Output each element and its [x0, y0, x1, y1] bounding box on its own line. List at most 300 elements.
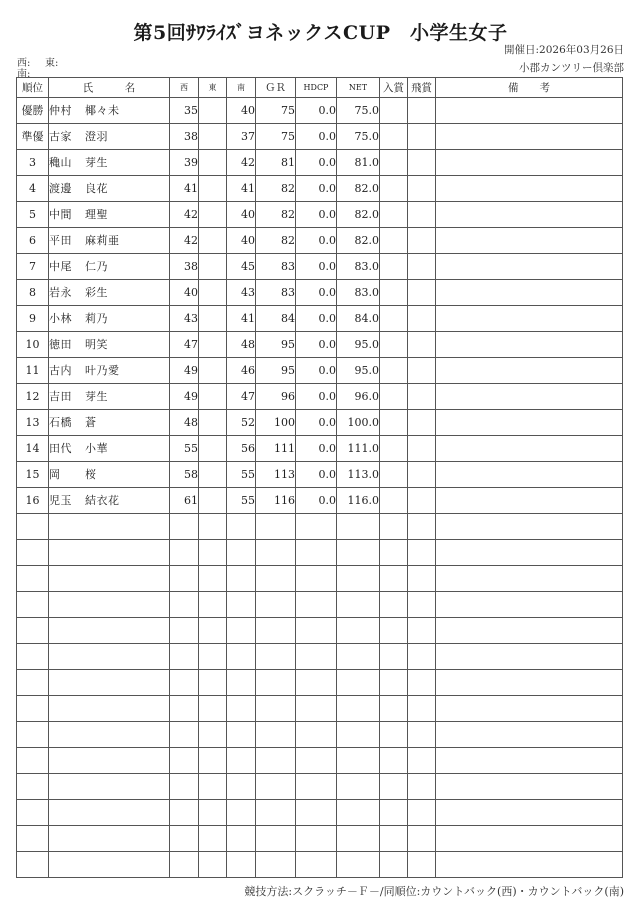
- prize-cell: [380, 280, 408, 306]
- south-score-cell: 45: [227, 254, 256, 280]
- south-score-cell: 55: [227, 462, 256, 488]
- gross-score-cell: [256, 852, 296, 878]
- table-row: [17, 124, 623, 150]
- table-row: [17, 696, 623, 722]
- gross-score-cell: 81: [256, 150, 296, 176]
- rank-cell: 5: [17, 202, 49, 228]
- east-score-cell: [199, 384, 227, 410]
- net-score-cell: [337, 566, 380, 592]
- hdcp-cell: [296, 644, 337, 670]
- prize-cell: [380, 436, 408, 462]
- hdcp-cell: 0.0: [296, 280, 337, 306]
- west-score-cell: [170, 592, 199, 618]
- hdcp-cell: 0.0: [296, 254, 337, 280]
- rank-cell: 15: [17, 462, 49, 488]
- net-score-cell: [337, 540, 380, 566]
- given-name: 良花: [85, 181, 108, 195]
- prize-cell: [380, 852, 408, 878]
- gross-score-cell: 75: [256, 124, 296, 150]
- east-score-cell: [199, 800, 227, 826]
- player-name-cell: [49, 852, 170, 878]
- prize-cell: [380, 124, 408, 150]
- gross-score-cell: 100: [256, 410, 296, 436]
- longest-drive-prize-cell: [408, 254, 436, 280]
- hdcp-cell: 0.0: [296, 124, 337, 150]
- west-score-cell: [170, 852, 199, 878]
- hdcp-cell: [296, 540, 337, 566]
- remarks-cell: [436, 722, 623, 748]
- south-score-cell: 52: [227, 410, 256, 436]
- longest-drive-prize-cell: [408, 150, 436, 176]
- remarks-cell: [436, 514, 623, 540]
- west-score-cell: 39: [170, 150, 199, 176]
- prize-cell: [380, 592, 408, 618]
- hdcp-cell: 0.0: [296, 436, 337, 462]
- east-score-cell: [199, 436, 227, 462]
- rank-cell: [17, 774, 49, 800]
- south-score-cell: [227, 774, 256, 800]
- player-name-cell: [49, 150, 170, 176]
- longest-drive-prize-cell: [408, 410, 436, 436]
- col-header-rank: 順位: [17, 78, 49, 98]
- prize-cell: [380, 670, 408, 696]
- family-name: 中尾: [49, 259, 72, 273]
- player-name-cell: [49, 306, 170, 332]
- competition-method-note: 競技方法:スクラッチ－Ｆ－/同順位:カウントバック(西)・カウントバック(南): [244, 885, 624, 898]
- net-score-cell: [337, 774, 380, 800]
- rank-cell: [17, 566, 49, 592]
- south-score-cell: 42: [227, 150, 256, 176]
- remarks-cell: [436, 358, 623, 384]
- remarks-cell: [436, 332, 623, 358]
- given-name: 理聖: [85, 207, 108, 221]
- east-score-cell: [199, 98, 227, 124]
- west-score-cell: [170, 644, 199, 670]
- prize-cell: [380, 462, 408, 488]
- east-score-cell: [199, 826, 227, 852]
- south-score-cell: 40: [227, 202, 256, 228]
- south-score-cell: 56: [227, 436, 256, 462]
- south-score-cell: [227, 566, 256, 592]
- prize-cell: [380, 800, 408, 826]
- net-score-cell: [337, 722, 380, 748]
- player-name-cell: [49, 800, 170, 826]
- remarks-cell: [436, 826, 623, 852]
- rank-cell: [17, 826, 49, 852]
- table-row: [17, 800, 623, 826]
- prize-cell: [380, 228, 408, 254]
- longest-drive-prize-cell: [408, 202, 436, 228]
- gross-score-cell: 113: [256, 462, 296, 488]
- table-row: [17, 722, 623, 748]
- gross-score-cell: 116: [256, 488, 296, 514]
- remarks-cell: [436, 644, 623, 670]
- south-score-cell: 40: [227, 98, 256, 124]
- remarks-cell: [436, 618, 623, 644]
- west-score-cell: 48: [170, 410, 199, 436]
- longest-drive-prize-cell: [408, 722, 436, 748]
- gross-score-cell: [256, 696, 296, 722]
- family-name: 田代: [49, 441, 72, 455]
- east-course-label: 東:: [45, 58, 59, 69]
- prize-cell: [380, 566, 408, 592]
- family-name: 渡邊: [49, 181, 72, 195]
- gross-score-cell: 82: [256, 202, 296, 228]
- south-score-cell: 40: [227, 228, 256, 254]
- col-header-gross: ＧＲ: [256, 78, 296, 98]
- table-row: [17, 98, 623, 124]
- east-score-cell: [199, 306, 227, 332]
- west-score-cell: 43: [170, 306, 199, 332]
- player-name-cell: [49, 644, 170, 670]
- east-score-cell: [199, 254, 227, 280]
- west-score-cell: 55: [170, 436, 199, 462]
- remarks-cell: [436, 696, 623, 722]
- longest-drive-prize-cell: [408, 228, 436, 254]
- family-name: 徳田: [49, 337, 72, 351]
- east-score-cell: [199, 670, 227, 696]
- rank-cell: 10: [17, 332, 49, 358]
- player-name-cell: [49, 670, 170, 696]
- hdcp-cell: 0.0: [296, 228, 337, 254]
- table-row: [17, 384, 623, 410]
- west-score-cell: 41: [170, 176, 199, 202]
- remarks-cell: [436, 280, 623, 306]
- table-row: [17, 540, 623, 566]
- results-table: [16, 77, 623, 878]
- rank-cell: 11: [17, 358, 49, 384]
- west-score-cell: [170, 826, 199, 852]
- table-row: [17, 462, 623, 488]
- west-score-cell: 40: [170, 280, 199, 306]
- south-score-cell: [227, 852, 256, 878]
- longest-drive-prize-cell: [408, 384, 436, 410]
- event-date: 開催日:2026年03月26日: [504, 44, 624, 56]
- gross-score-cell: 111: [256, 436, 296, 462]
- hdcp-cell: 0.0: [296, 410, 337, 436]
- given-name: 芽生: [85, 155, 108, 169]
- rank-cell: 9: [17, 306, 49, 332]
- family-name: 中間: [49, 207, 72, 221]
- table-row: [17, 852, 623, 878]
- gross-score-cell: 83: [256, 280, 296, 306]
- south-score-cell: [227, 696, 256, 722]
- results-body: [17, 98, 623, 878]
- rank-cell: [17, 540, 49, 566]
- gross-score-cell: [256, 670, 296, 696]
- family-name: 平田: [49, 233, 72, 247]
- hdcp-cell: 0.0: [296, 176, 337, 202]
- gross-score-cell: [256, 592, 296, 618]
- west-score-cell: [170, 514, 199, 540]
- hdcp-cell: 0.0: [296, 358, 337, 384]
- prize-cell: [380, 358, 408, 384]
- net-score-cell: 75.0: [337, 98, 380, 124]
- prize-cell: [380, 696, 408, 722]
- table-row: [17, 566, 623, 592]
- prize-cell: [380, 722, 408, 748]
- net-score-cell: [337, 670, 380, 696]
- gross-score-cell: [256, 644, 296, 670]
- longest-drive-prize-cell: [408, 124, 436, 150]
- east-score-cell: [199, 696, 227, 722]
- west-score-cell: 49: [170, 358, 199, 384]
- hdcp-cell: 0.0: [296, 98, 337, 124]
- hdcp-cell: [296, 800, 337, 826]
- west-course-label: 西:: [17, 58, 31, 69]
- west-score-cell: [170, 566, 199, 592]
- rank-cell: [17, 696, 49, 722]
- east-score-cell: [199, 488, 227, 514]
- remarks-cell: [436, 670, 623, 696]
- page-title: 第5回ｻﾜﾗｲｽﾞヨネックスCUP 小学生女子: [133, 22, 508, 44]
- given-name: 彩生: [85, 285, 108, 299]
- west-score-cell: [170, 774, 199, 800]
- given-name: 澄羽: [85, 129, 108, 143]
- table-row: [17, 644, 623, 670]
- rank-cell: 3: [17, 150, 49, 176]
- player-name-cell: [49, 696, 170, 722]
- hdcp-cell: 0.0: [296, 332, 337, 358]
- south-score-cell: [227, 592, 256, 618]
- remarks-cell: [436, 592, 623, 618]
- east-score-cell: [199, 748, 227, 774]
- prize-cell: [380, 514, 408, 540]
- hdcp-cell: [296, 670, 337, 696]
- prize-cell: [380, 410, 408, 436]
- family-name: 岡: [49, 467, 61, 481]
- remarks-cell: [436, 150, 623, 176]
- given-name: 莉乃: [85, 311, 108, 325]
- west-score-cell: 42: [170, 202, 199, 228]
- prize-cell: [380, 644, 408, 670]
- east-score-cell: [199, 176, 227, 202]
- remarks-cell: [436, 384, 623, 410]
- net-score-cell: [337, 800, 380, 826]
- hdcp-cell: [296, 748, 337, 774]
- hdcp-cell: 0.0: [296, 150, 337, 176]
- prize-cell: [380, 98, 408, 124]
- gross-score-cell: [256, 748, 296, 774]
- south-score-cell: [227, 748, 256, 774]
- east-score-cell: [199, 202, 227, 228]
- net-score-cell: 111.0: [337, 436, 380, 462]
- player-name-cell: [49, 774, 170, 800]
- net-score-cell: 84.0: [337, 306, 380, 332]
- table-row: [17, 592, 623, 618]
- col-header-prize: 入賞: [380, 78, 408, 98]
- west-score-cell: 35: [170, 98, 199, 124]
- east-score-cell: [199, 228, 227, 254]
- east-score-cell: [199, 644, 227, 670]
- west-score-cell: [170, 748, 199, 774]
- hdcp-cell: [296, 852, 337, 878]
- col-header-south: 南: [227, 78, 256, 98]
- longest-drive-prize-cell: [408, 358, 436, 384]
- remarks-cell: [436, 566, 623, 592]
- gross-score-cell: 95: [256, 332, 296, 358]
- table-row: [17, 306, 623, 332]
- longest-drive-prize-cell: [408, 826, 436, 852]
- hdcp-cell: [296, 696, 337, 722]
- gross-score-cell: [256, 540, 296, 566]
- remarks-cell: [436, 748, 623, 774]
- longest-drive-prize-cell: [408, 540, 436, 566]
- south-score-cell: [227, 800, 256, 826]
- east-score-cell: [199, 280, 227, 306]
- gross-score-cell: [256, 722, 296, 748]
- hdcp-cell: [296, 592, 337, 618]
- col-header-hdcp: HDCP: [296, 78, 337, 98]
- rank-cell: [17, 748, 49, 774]
- west-score-cell: 38: [170, 254, 199, 280]
- rank-cell: [17, 514, 49, 540]
- prize-cell: [380, 254, 408, 280]
- given-name: 麻莉亜: [85, 233, 120, 247]
- player-name-cell: [49, 514, 170, 540]
- col-header-longest-drive-prize: 飛賞: [408, 78, 436, 98]
- remarks-cell: [436, 410, 623, 436]
- player-name-cell: [49, 592, 170, 618]
- table-row: [17, 774, 623, 800]
- longest-drive-prize-cell: [408, 98, 436, 124]
- club-name: 小郡カンツリー倶楽部: [519, 62, 624, 74]
- east-score-cell: [199, 150, 227, 176]
- net-score-cell: [337, 826, 380, 852]
- table-header-row: [17, 78, 623, 98]
- table-row: [17, 176, 623, 202]
- west-score-cell: [170, 696, 199, 722]
- east-score-cell: [199, 566, 227, 592]
- prize-cell: [380, 826, 408, 852]
- player-name-cell: [49, 124, 170, 150]
- player-name-cell: [49, 384, 170, 410]
- given-name: 芽生: [85, 389, 108, 403]
- south-score-cell: 48: [227, 332, 256, 358]
- remarks-cell: [436, 540, 623, 566]
- prize-cell: [380, 748, 408, 774]
- net-score-cell: 95.0: [337, 332, 380, 358]
- longest-drive-prize-cell: [408, 618, 436, 644]
- gross-score-cell: 83: [256, 254, 296, 280]
- remarks-cell: [436, 800, 623, 826]
- family-name: 児玉: [49, 493, 72, 507]
- given-name: 小華: [85, 441, 108, 455]
- net-score-cell: 81.0: [337, 150, 380, 176]
- table-row: [17, 254, 623, 280]
- net-score-cell: [337, 852, 380, 878]
- east-score-cell: [199, 722, 227, 748]
- family-name: 穐山: [49, 155, 72, 169]
- family-name: 石橋: [49, 415, 72, 429]
- remarks-cell: [436, 98, 623, 124]
- west-score-cell: 38: [170, 124, 199, 150]
- remarks-cell: [436, 774, 623, 800]
- longest-drive-prize-cell: [408, 800, 436, 826]
- player-name-cell: [49, 358, 170, 384]
- table-row: [17, 514, 623, 540]
- south-score-cell: [227, 722, 256, 748]
- table-row: [17, 228, 623, 254]
- remarks-cell: [436, 254, 623, 280]
- east-score-cell: [199, 332, 227, 358]
- gross-score-cell: 95: [256, 358, 296, 384]
- table-row: [17, 670, 623, 696]
- east-score-cell: [199, 124, 227, 150]
- west-score-cell: 58: [170, 462, 199, 488]
- player-name-cell: [49, 722, 170, 748]
- player-name-cell: [49, 436, 170, 462]
- player-name-cell: [49, 332, 170, 358]
- gross-score-cell: [256, 566, 296, 592]
- south-score-cell: [227, 670, 256, 696]
- given-name: 叶乃愛: [85, 363, 120, 377]
- rank-cell: [17, 644, 49, 670]
- family-name: 古内: [49, 363, 72, 377]
- west-score-cell: 49: [170, 384, 199, 410]
- prize-cell: [380, 150, 408, 176]
- hdcp-cell: 0.0: [296, 462, 337, 488]
- west-score-cell: [170, 670, 199, 696]
- col-header-remarks: 備 考: [436, 78, 623, 98]
- south-score-cell: [227, 540, 256, 566]
- net-score-cell: 82.0: [337, 202, 380, 228]
- net-score-cell: [337, 644, 380, 670]
- given-name: 明笑: [85, 337, 108, 351]
- hdcp-cell: 0.0: [296, 488, 337, 514]
- table-row: [17, 410, 623, 436]
- gross-score-cell: [256, 514, 296, 540]
- rank-cell: 準優: [17, 124, 49, 150]
- prize-cell: [380, 176, 408, 202]
- longest-drive-prize-cell: [408, 462, 436, 488]
- remarks-cell: [436, 306, 623, 332]
- rank-cell: 7: [17, 254, 49, 280]
- hdcp-cell: [296, 722, 337, 748]
- prize-cell: [380, 774, 408, 800]
- west-score-cell: [170, 618, 199, 644]
- hdcp-cell: [296, 566, 337, 592]
- remarks-cell: [436, 436, 623, 462]
- rank-cell: [17, 722, 49, 748]
- player-name-cell: [49, 826, 170, 852]
- table-row: [17, 488, 623, 514]
- family-name: 仲村: [49, 103, 72, 117]
- player-name-cell: [49, 202, 170, 228]
- longest-drive-prize-cell: [408, 852, 436, 878]
- longest-drive-prize-cell: [408, 488, 436, 514]
- table-row: [17, 618, 623, 644]
- given-name: 桜: [85, 467, 97, 481]
- given-name: 仁乃: [85, 259, 108, 273]
- family-name: 古家: [49, 129, 72, 143]
- longest-drive-prize-cell: [408, 696, 436, 722]
- south-course-label: 南:: [17, 69, 31, 80]
- rank-cell: 16: [17, 488, 49, 514]
- east-score-cell: [199, 462, 227, 488]
- east-score-cell: [199, 618, 227, 644]
- south-score-cell: 55: [227, 488, 256, 514]
- given-name: 結衣花: [85, 493, 120, 507]
- hdcp-cell: 0.0: [296, 306, 337, 332]
- rank-cell: 8: [17, 280, 49, 306]
- net-score-cell: 100.0: [337, 410, 380, 436]
- net-score-cell: [337, 696, 380, 722]
- prize-cell: [380, 202, 408, 228]
- hdcp-cell: 0.0: [296, 202, 337, 228]
- remarks-cell: [436, 176, 623, 202]
- net-score-cell: 83.0: [337, 280, 380, 306]
